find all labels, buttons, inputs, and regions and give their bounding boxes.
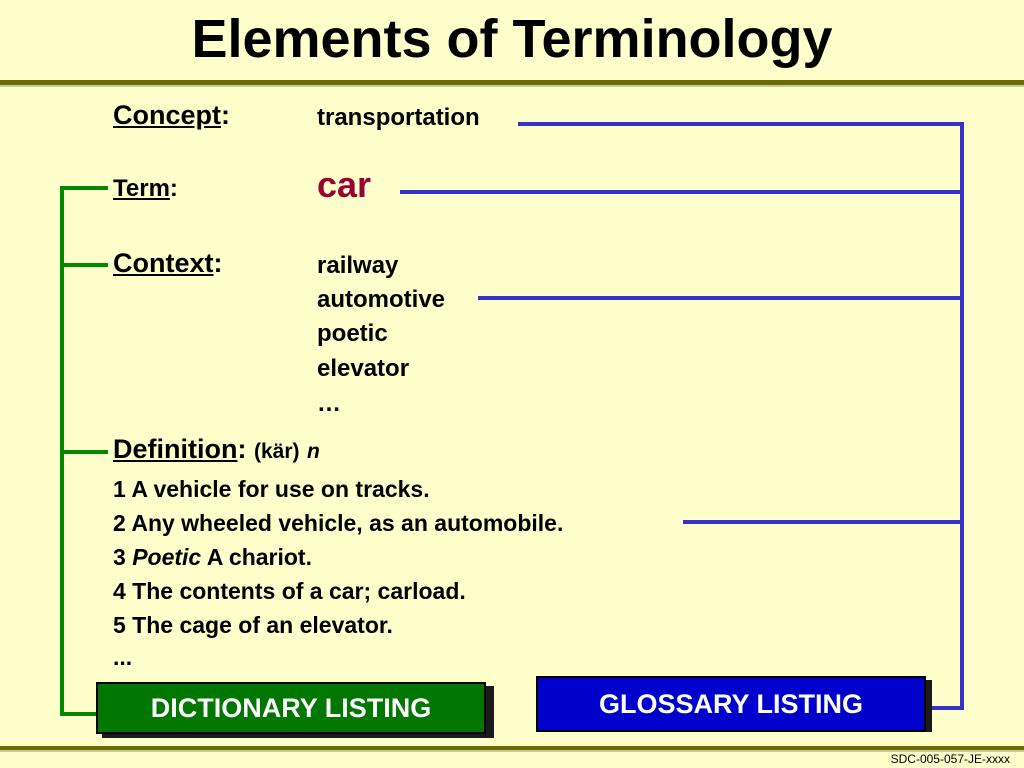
concept-value: transportation <box>317 104 480 131</box>
term-value: car <box>317 164 372 205</box>
definition-line-3-rest: A chariot. <box>206 544 312 570</box>
glossary-listing-button[interactable]: GLOSSARY LISTING <box>536 676 926 732</box>
glossary-connectors <box>400 122 964 710</box>
definition-line-6: ... <box>113 644 133 670</box>
term-label-text: Term <box>113 175 170 202</box>
dictionary-listing-button[interactable]: DICTIONARY LISTING <box>96 682 486 734</box>
context-value-automotive: automotive <box>317 286 446 313</box>
context-value-ellipsis: … <box>317 390 341 417</box>
concept-colon: : <box>221 100 230 130</box>
footer-divider <box>0 746 1024 752</box>
definition-pronunciation: (kär) <box>254 440 300 463</box>
context-value-poetic: poetic <box>317 320 388 347</box>
definition-line-3-number: 3 <box>113 544 126 570</box>
concept-label-text: Concept <box>113 100 221 130</box>
context-value-elevator: elevator <box>317 355 410 382</box>
definition-line-1: 1 A vehicle for use on tracks. <box>113 476 430 502</box>
definition-line-5: 5 The cage of an elevator. <box>113 612 393 638</box>
page-title: Elements of Terminology <box>191 9 833 69</box>
definition-label-text: Definition <box>113 434 238 464</box>
definition-line-4: 4 The contents of a car; carload. <box>113 578 466 604</box>
context-value-railway: railway <box>317 252 399 279</box>
slide-id: SDC-005-057-JE-xxxx <box>890 752 1010 766</box>
dictionary-connectors <box>60 188 108 716</box>
term-label <box>113 175 178 203</box>
definition-line-3 <box>113 544 312 571</box>
context-label-text: Context <box>113 248 214 278</box>
concept-label <box>113 100 230 131</box>
context-label <box>113 248 223 279</box>
definition-line-2: 2 Any wheeled vehicle, as an automobile. <box>113 510 564 536</box>
definition-colon: : <box>237 434 247 464</box>
definition-label <box>113 434 320 465</box>
context-colon: : <box>213 248 223 278</box>
definition-line-3-italic: Poetic <box>132 544 202 570</box>
definition-part-of-speech: n <box>307 440 320 463</box>
term-colon: : <box>169 175 178 202</box>
